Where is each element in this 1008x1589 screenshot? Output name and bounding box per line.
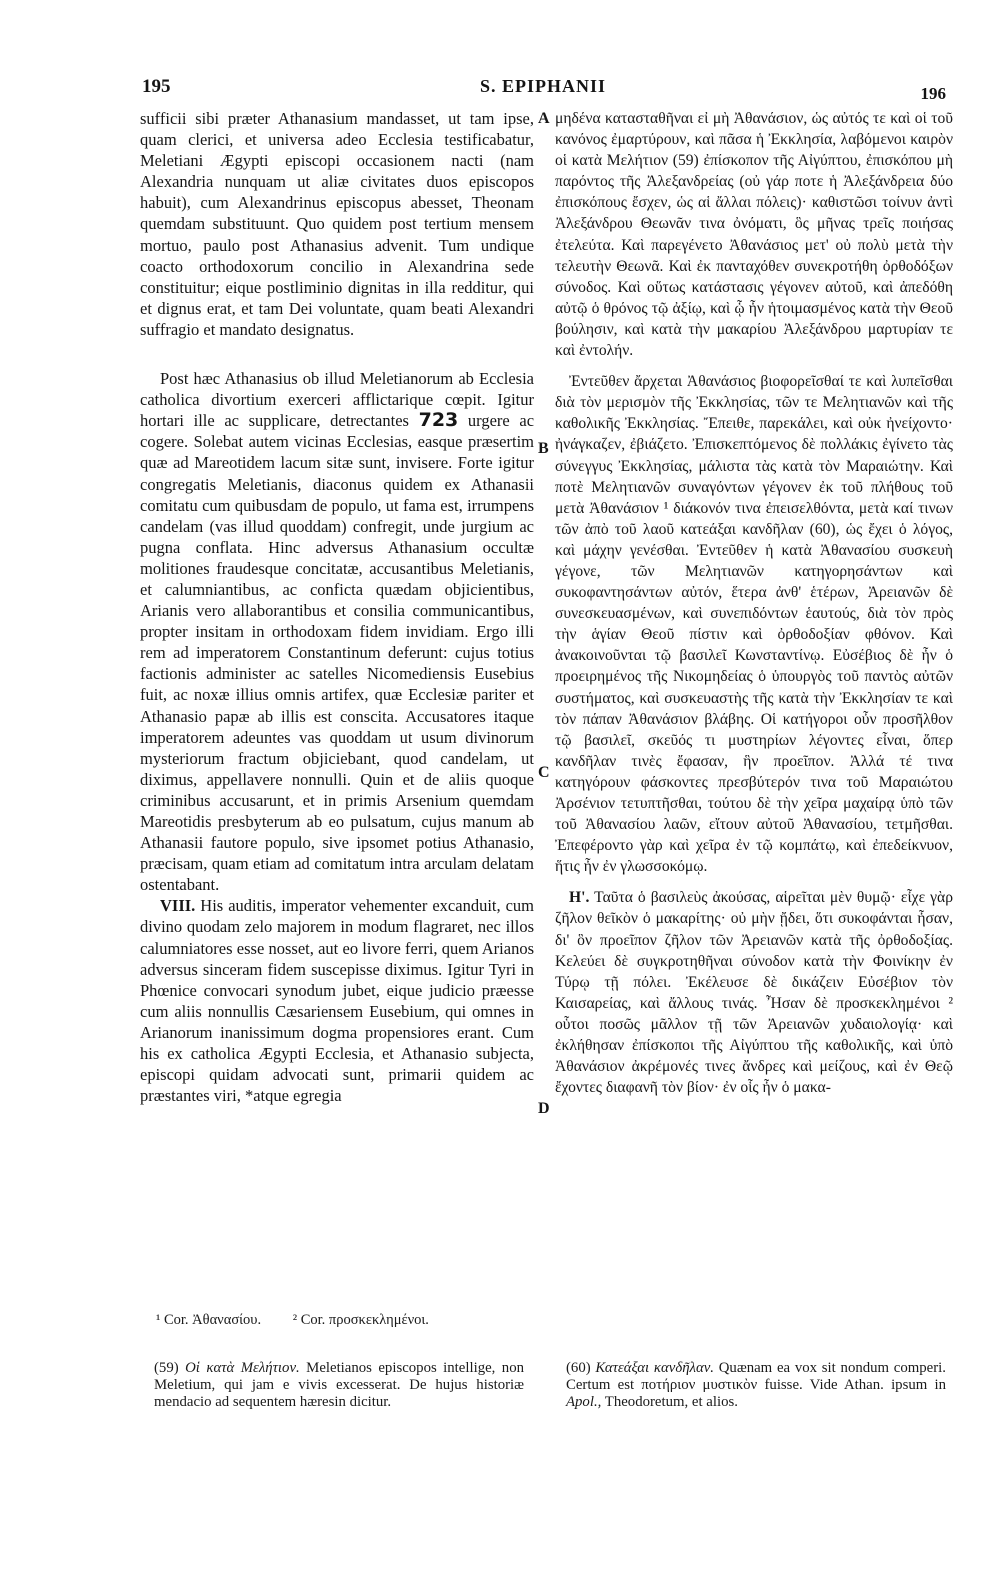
footnote-60-text: Quænam ea vox sit nondum comperi. Certum est ποτήριον μυστικὸν fuisse. Vide Athan. ipsum in	[566, 1360, 946, 1393]
margin-letter-d: D	[538, 1100, 550, 1117]
margin-letter-c: C	[538, 764, 550, 781]
greek-column	[555, 108, 953, 1098]
latin-paragraph-3	[140, 895, 534, 1106]
column-number-marker: 723	[418, 409, 459, 432]
footnote-59	[154, 1360, 524, 1411]
greek-paragraph-2: Ἐντεῦθεν ἄρχεται Ἀθανάσιος βιοφορεῖσθαί τε καὶ λυπεῖσθαι διὰ τὸν μερισμὸν τῆς Ἐκκλησίας, τῶν τε Μελητιανῶν καὶ τῆς καθολικῆς Ἐκκλησίας. Ἔπειθε, παρεκάλει, καὶ οὐκ ἠνείχοντο· ἠνάγκαζεν, ἐβιάζετο. Ἐπισκεπτόμενος δὲ πολλάκις ἐγίνετο τὰς σύνεγγυς Ἐκκλησίας, μάλιστα τὰς κατὰ τὸν Μαραιώτην. Καὶ ποτὲ Μελητιανῶν συναγόντων γέγονεν ἐκ τοῦ πλήθους τοῦ μετὰ Ἀθανάσιον ¹ διάκονόν τινα ἐπεισελθόντα, μετὰ καί τινων τῶν ἀπὸ τοῦ λαοῦ κατεάξαι κανδῆλαν (60), ὡς ἔχει ὁ λόγος, καὶ μάχην γενέσθαι. Ἐντεῦθεν ἡ κατὰ Ἀθανασίου συσκευὴ γέγονε, τῶν Μελητιανῶν κατηγορησάντων καὶ συκοφαντησάντων αὐτόν, ἕτερα ἀνθ' ἑτέρων, Ἀρειανῶν δὲ συνεσκευασμένων, καὶ συνεπιδόντων ἑαυτούς, διὰ τὸν πρὸς τὴν ἁγίαν Θεοῦ πίστιν καὶ ὀρθοδοξίαν φθόνον. Καὶ ἀνακοινοῦνται τῷ βασιλεῖ Κωνσταντίνῳ. Εὐσέβιος δὲ ἦν ὁ προειρημένος τῆς Νικομηδείας ὁ ὑπουργὸς τοῦ παντὸς αὐτῶν συστήματος, καὶ συσκευαστὴς τῆς κατὰ τὴν Ἐκκλησίαν τε καὶ τὸν πάπαν Ἀθανάσιον βλάβης. Οἱ κατήγοροι οὖν προσῆλθον τῷ βασιλεῖ, σκεῦός τι μυστηρίων λέγοντες εἶναι, ὅπερ κανδῆλαν τινὲς ἔφασαν, ἣν προεῖπον. Ἀλλά τέ τινα κατηγόρουν φάσκοντες πρεσβύτερόν τινα τοῦ Μαραιώτου Ἀρσένιον τετυπτῆσθαι, τούτου δὲ τὴν χεῖρα μαχαίρᾳ ὑπὸ τῶν τοῦ Ἀθανασίου λαῶν, εἴτουν αὐτοῦ Ἀθανασίου, τετμῆσθαι. Ἐπεφέροντο γὰρ καὶ χεῖρα ἐν τῷ κομπάτῳ, καὶ ἐπεδείκνυον, ἥτις ἦν ἐν γλωσσοκόμῳ.	[555, 373, 953, 876]
margin-letter-a: A	[538, 110, 550, 127]
footnote-59-text: Meletianos episcopos intellige, non Meletium, qui jam e vivis excesserat. De hujus historiæ mendacio ad sequentem hæresin dicitur.	[154, 1360, 524, 1410]
footnote-59-label: (59)	[154, 1360, 179, 1376]
page-number-left: 195	[142, 76, 171, 97]
running-header	[138, 74, 948, 102]
footnote-60-end: Theodoretum, et alios.	[604, 1394, 738, 1410]
latin-paragraph-1: sufficii sibi præter Athanasium mandasset, ut tam ipse, quam clerici, et universa adeo Ecclesia testificabatur, Meletiani Ægypti episcopi occasionem nacti (nam Alexandria nunquam ut aliæ civitates duos episcopos habuit), cum Alexandrinus episcopus abesset, Theonam quemdam substituunt. Quo quidem post tertium mensem mortuo, paulo post Athanasius advenit. Tum undique coacto orthodoxorum concilio in Alexandrina sede constituitur; eique postliminio dignitas in illa redditur, qui et dignus erat, et tam Dei voluntate, quam beati Alexandri suffragio et mandato designatus.	[140, 109, 534, 339]
footnote-60-apol: Apol.,	[566, 1394, 602, 1410]
correction-1: ¹ Cor. Ἀθανασίου.	[156, 1312, 262, 1328]
footnote-60	[566, 1360, 946, 1411]
latin-paragraph-3-text: His auditis, imperator vehementer excanduit, cum divino quodam zelo majorem in modum flagraret, nec illos calumniatores esse nosset, aut eo livore ferri, quem Arianos adversus sinceram fidem suscepisse diximus. Igitur Tyri in Phœnice convocari synodum jubet, eique judicio præesse cum aliis nonnullis Cæsariensem Eusebium, qui omnes in Arianorum inanissimum dogma propensiores erant. Cum his ex catholica Ægypti Ecclesia, et Athanasio subjecta, episcopi quidam advocati sunt, primarii quidem ac præstantes viri, *atque egregia	[140, 896, 535, 1106]
correction-2: ² Cor. προσκεκλημένοι.	[292, 1312, 429, 1328]
footnote-60-title: Κατεάξαι κανδῆλαν.	[595, 1360, 714, 1376]
greek-paragraph-3	[555, 887, 953, 1098]
footnote-60-label: (60)	[566, 1360, 591, 1376]
footnote-59-title: Οἱ κατὰ Μελήτιον.	[185, 1360, 300, 1376]
greek-paragraph-3-text: Ταῦτα ὁ βασιλεὺς ἀκούσας, αἱρεῖται μὲν θυμῷ· εἶχε γὰρ ζῆλον θεῖκὸν ὁ μακαρίτης· οὐ μὴν ᾔδει, ὅτι συκοφάνται ἦσαν, δι' ὃν προεῖπον ζῆλον τῶν Ἀρειανῶν κατὰ τῆς ὀρθοδοξίας. Κελεύει δὲ συγκροτηθῆναι σύνοδον κατὰ τὴν Φοινίκην ἐν Τύρῳ τῇ πόλει. Ἐκέλευσε δὲ δικάζειν Εὐσέβιον τὸν Καισαρείας, καὶ ἄλλους τινάς. Ἦσαν δὲ προσκεκλημένοι ² οὗτοι ποσῶς μᾶλλον τῇ τῶν Ἀρειανῶν χυδαιολογίᾳ· καὶ ἐκλήθησαν ἐπίσκοποι τῆς Αἰγύπτου τῆς καθολικῆς, καὶ ὑπὸ Ἀθανάσιον ἀκρέμονές τινες ἄνδρες καὶ μείζους, καὶ ἐν Θεῷ ἔχοντες διαφανῆ τὸν βίον· ἐν οἷς ἦν ὁ μακα-	[555, 889, 953, 1097]
latin-paragraph-2	[140, 368, 534, 895]
section-number-viii: VIII.	[160, 896, 196, 916]
section-number-eta: Η'.	[569, 889, 590, 907]
latin-paragraph-2-rest: urgere ac cogere. Solebat autem vicinas Ecclesias, easque præsertim quæ ad Mareotidem lacum sitæ sunt, invisere. Forte igitur congregatis Meletianis, diaconus quidem ex Athanasii comitatu cum quibusdam de populo, ut fama est, irrumpens candelam (vas illud quoddam) confregit, unde jurgium ac pugna conflata. Hinc adversus Athanasium occultæ molitiones fraudesque concitatæ, accusantibus Meletianis, et calumniantibus, ac conficta quædam objicientibus, Arianis vero allaborantibus et consilia communicantibus, propter insitam in orthodoxam fidem invidiam. Ergo illi rem ad imperatorem Constantinum deferunt: cujus totius factionis administer ac satelles Nicomediensis Eusebius fuit, ac noxæ illius omnis artifex, quæ Ecclesiæ pariter et Athanasio papæ ab illis est conscita. Accusatores itaque imperatorem adeuntes vas quoddam ut usum divinorum mysteriorum fractum objiciebant, quod candelam, ut diximus, appellavere nonnulli. Quin et de aliis quoque criminibus accusarunt, et in primis Arsenium quemdam Mareotidis presbyterum ab eo pulsatum, cujus manum ab Athanasii fautore populo, sive ipsomet potius Athanasio, præcisam, quam etiam ad comitatum intra arculam delatam ostentabant.	[140, 411, 535, 895]
latin-paragraph-2-start: Post hæc Athanasius ob illud Meletianorum ab Ecclesia catholica divortium exerceri afflictarique cœpit. Igitur hortari ille ac supplicare, detrectantes	[140, 369, 534, 431]
latin-column	[140, 108, 534, 1106]
corrections-line	[156, 1312, 536, 1329]
margin-letter-b: B	[538, 440, 549, 457]
page-number-right: 196	[920, 84, 946, 103]
running-title: S. EPIPHANII	[479, 76, 607, 96]
greek-paragraph-1: μηδένα κατασταθῆναι εἰ μὴ Ἀθανάσιον, ὡς αὐτός τε καὶ οἱ τοῦ κανόνος ἐμαρτύρουν, καὶ πᾶσα ἡ Ἐκκλησία, λαβόμενοι καιρὸν οἱ κατὰ Μελήτιον (59) ἐπίσκοπον τῆς Αἰγύπτου, ἐπισκόπου μὴ παρόντος τῆς Ἀλεξανδρείας (οὐ γάρ ποτε ἡ Ἀλεξάνδρεια δύο ἐπισκόπους ἔσχεν, ὡς αἱ ἄλλαι πόλεις)· καθιστῶσι τοίνυν ἀντὶ Ἀλεξάνδρου Θεωνᾶν τινα ὀνόματι, ὃς μῆνας τρεῖς ποιήσας ἐτελεύτα. Καὶ παρεγένετο Ἀθανάσιος μετ' οὐ πολὺ μετὰ τὴν τελευτὴν Θεωνᾶ. Καὶ ἐκ πανταχόθεν συνεκροτήθη ὀρθοδόξων σύνοδος. Καὶ οὕτως κατάστασις γέγονεν αὐτοῦ, καὶ ἀπεδόθη αὐτῷ ὁ θρόνος τῷ ἀξίῳ, καὶ ᾧ ἦν ἡτοιμασμένος κατὰ τὴν Θεοῦ βούλησιν, καὶ κατὰ τὴν μακαρίου Ἀλεξάνδρου μαρτυρίαν τε καὶ ἐντολήν.	[555, 110, 953, 360]
